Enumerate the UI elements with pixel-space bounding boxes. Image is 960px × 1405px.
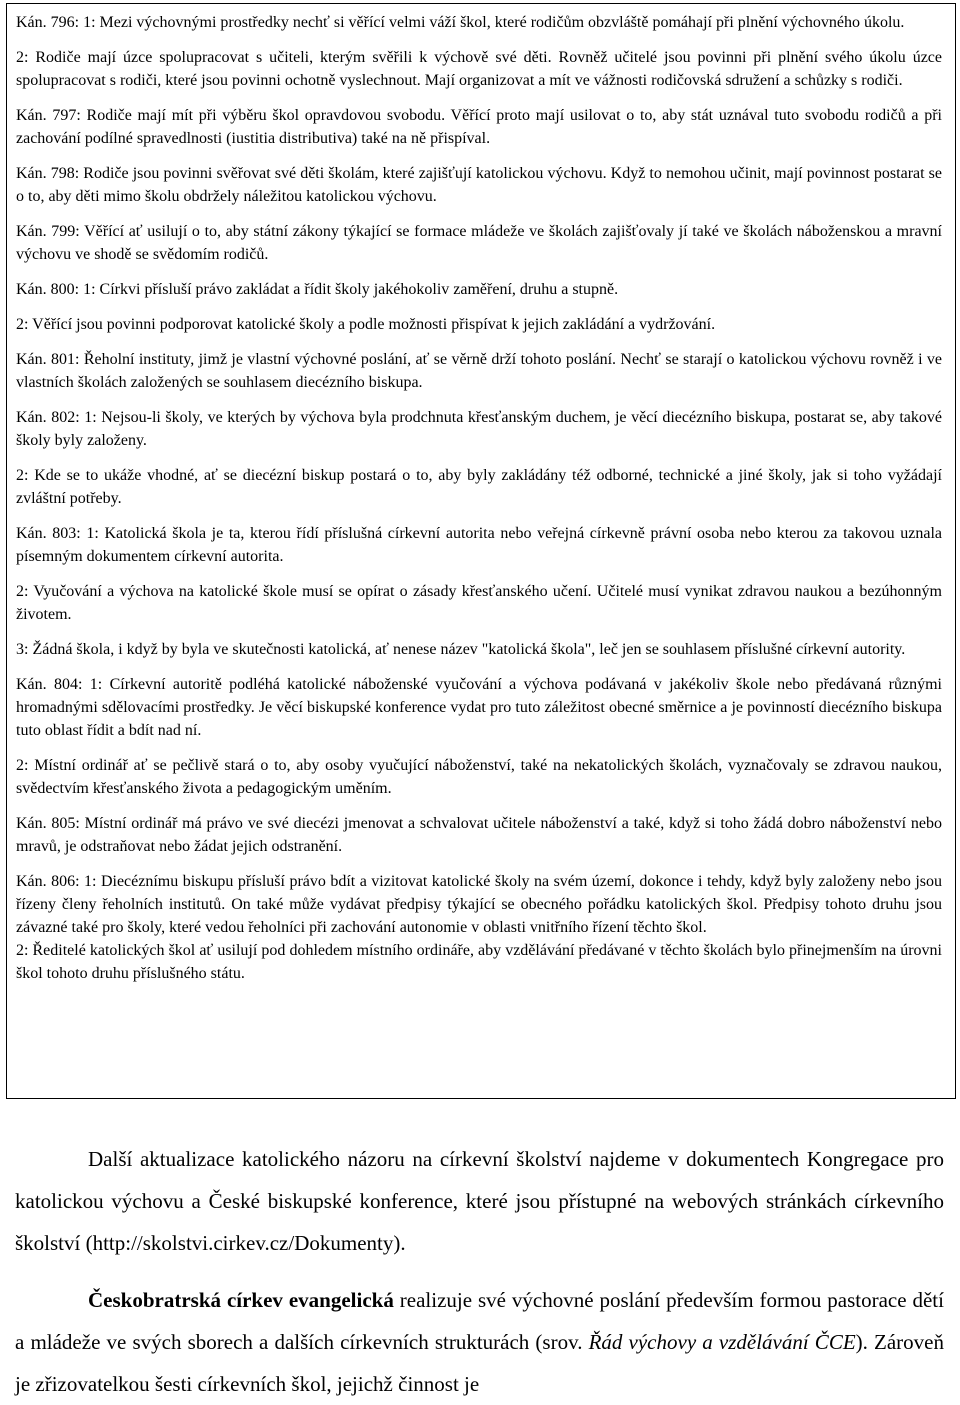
paragraph-2-middle: realizuje své výchovné poslání především formou pastorace dětí a mládeže ve svých sborech a dalších církevních strukturách (srov. [15, 1288, 944, 1354]
canon-801: Kán. 801: Řeholní instituty, jimž je vlastní výchovné poslání, ať se věrně drží tohoto poslání. Nechť se starají o katolickou výchovu rovněž i ve vlastních školách založených se souhlasem diecézního biskupa. [16, 351, 942, 391]
canon-796-2: 2: Rodiče mají úzce spolupracovat s učiteli, kterým svěřili k výchově své děti. Rovněž učitelé jsou povinni při plnění svého úkolu úzce spolupracovat s rodiči, které jsou povinni ochotně vyslechnout. Mají organizovat a mít ve vážnosti rodičovská sdružení a schůzky s rodiči. [16, 49, 942, 89]
canon-800-1: Kán. 800: 1: Církvi přísluší právo zakládat a řídit školy jakéhokoliv zaměření, druhu a stupně. [16, 281, 619, 298]
canon-798: Kán. 798: Rodiče jsou povinni svěřovat své děti školám, které zajišťují katolickou výchovu. Když to nemohou učinit, mají povinnost postarat se o to, aby děti mimo školu obdržely náležitou katolickou výchovu. [16, 165, 942, 205]
document-title-italic: Řád výchovy a vzdělávání ČCE [588, 1330, 856, 1354]
canon-804-2: 2: Místní ordinář ať se pečlivě stará o to, aby osoby vyučující náboženství, také na nekatolických školách, vyznačovaly se zdravou naukou, svědectvím křesťanského života a pedagogickým uměním. [16, 757, 942, 797]
paragraph-2-end: ). Zároveň je zřizovatelkou šesti církevních škol, jejichž činnost je [15, 1330, 944, 1396]
canon-796-1: Kán. 796: 1: Mezi výchovnými prostředky nechť si věřící velmi váží škol, které rodičům obzvláště pomáhají při plnění výchovného úkolu. [16, 14, 905, 31]
canon-802-2: 2: Kde se to ukáže vhodné, ať se diecézní biskup postará o to, aby byly zakládány též odborné, technické a jiné školy, jak si toho vyžádají zvláštní potřeby. [16, 467, 942, 507]
canon-803-3: 3: Žádná škola, i když by byla ve skutečnosti katolická, ať nenese název "katolická škola", leč jen se souhlasem příslušné církevní autority. [16, 641, 906, 658]
canon-805: Kán. 805: Místní ordinář má právo ve své diecézi jmenovat a schvalovat učitele náboženství a také, když si toho žádá dobro náboženství nebo mravů, je odstraňovat nebo žádat jejich odstranění. [16, 815, 942, 855]
church-name-bold: Českobratrská církev evangelická [88, 1288, 394, 1312]
canon-802-1: Kán. 802: 1: Nejsou-li školy, ve kterých by výchova byla prodchnuta křesťanským duchem, je věcí diecézního biskupa, postarat se, aby takové školy byly založeny. [16, 409, 942, 449]
body-paragraph-1-text: Další aktualizace katolického názoru na církevní školství najdeme v dokumentech Kongregace pro katolickou výchovu a České biskupské konference, které jsou přístupné na webových stránkách církevního školství (http://skolstvi.cirkev.cz/Dokumenty). [15, 1147, 944, 1255]
canon-804-1: Kán. 804: 1: Církevní autoritě podléhá katolické náboženské vyučování a výchova podávaná v jakékoliv škole nebo předávaná různými hromadnými sdělovacími prostředky. Je věcí biskupské konference vydat pro tuto záležitost obecné směrnice a je povinností diecézního biskupa tuto oblast řídit a bdít nad ní. [16, 676, 942, 739]
canon-806-2: 2: Ředitelé katolických škol ať usilují pod dohledem místního ordináře, aby vzdělávání předávané v těchto školách bylo přinejmenším na úrovni škol tohoto druhu příslušného státu. [16, 942, 942, 982]
canon-800-2: 2: Věřící jsou povinni podporovat katolické školy a podle možnosti přispívat k jejich zakládání a vydržování. [16, 316, 716, 333]
body-paragraph-2-text [15, 1279, 944, 1405]
body-paragraph-catholic-updates [15, 1138, 944, 1264]
canon-799: Kán. 799: Věřící ať usilují o to, aby státní zákony týkající se formace mládeže ve školách zajišťovaly jí také ve školách náboženskou a mravní výchovu ve shodě se svědomím rodičů. [16, 223, 942, 263]
canon-803-2: 2: Vyučování a výchova na katolické škole musí se opírat o zásady křesťanského učení. Učitelé musí vynikat zdravou naukou a bezúhonným životem. [16, 583, 942, 623]
canon-law-excerpt-box [6, 3, 956, 1099]
body-paragraph-evangelical-church [15, 1279, 944, 1405]
canon-797: Kán. 797: Rodiče mají mít při výběru škol opravdovou svobodu. Věřící proto mají usilovat o to, aby stát uznával tuto svobodu rodičů a při zachování podílné spravedlnosti (iustitia distributiva) také na ně přispíval. [16, 107, 942, 147]
canon-806-1: Kán. 806: 1: Diecéznímu biskupu přísluší právo bdít a vizitovat katolické školy na svém území, dokonce i tehdy, když byly založeny nebo jsou řízeny členy řeholních institutů. On také může vydávat předpisy týkající se obecného pořádku katolických škol. Předpisy tohoto druhu jsou závazné také pro školy, které vedou řeholníci při zachování autonomie v oblasti vnitřního řízení těchto škol. [16, 873, 942, 936]
canon-803-1: Kán. 803: 1: Katolická škola je ta, kterou řídí příslušná církevní autorita nebo veřejná církevně právní osoba nebo kterou za takovou uznala písemným dokumentem církevní autorita. [16, 525, 942, 565]
